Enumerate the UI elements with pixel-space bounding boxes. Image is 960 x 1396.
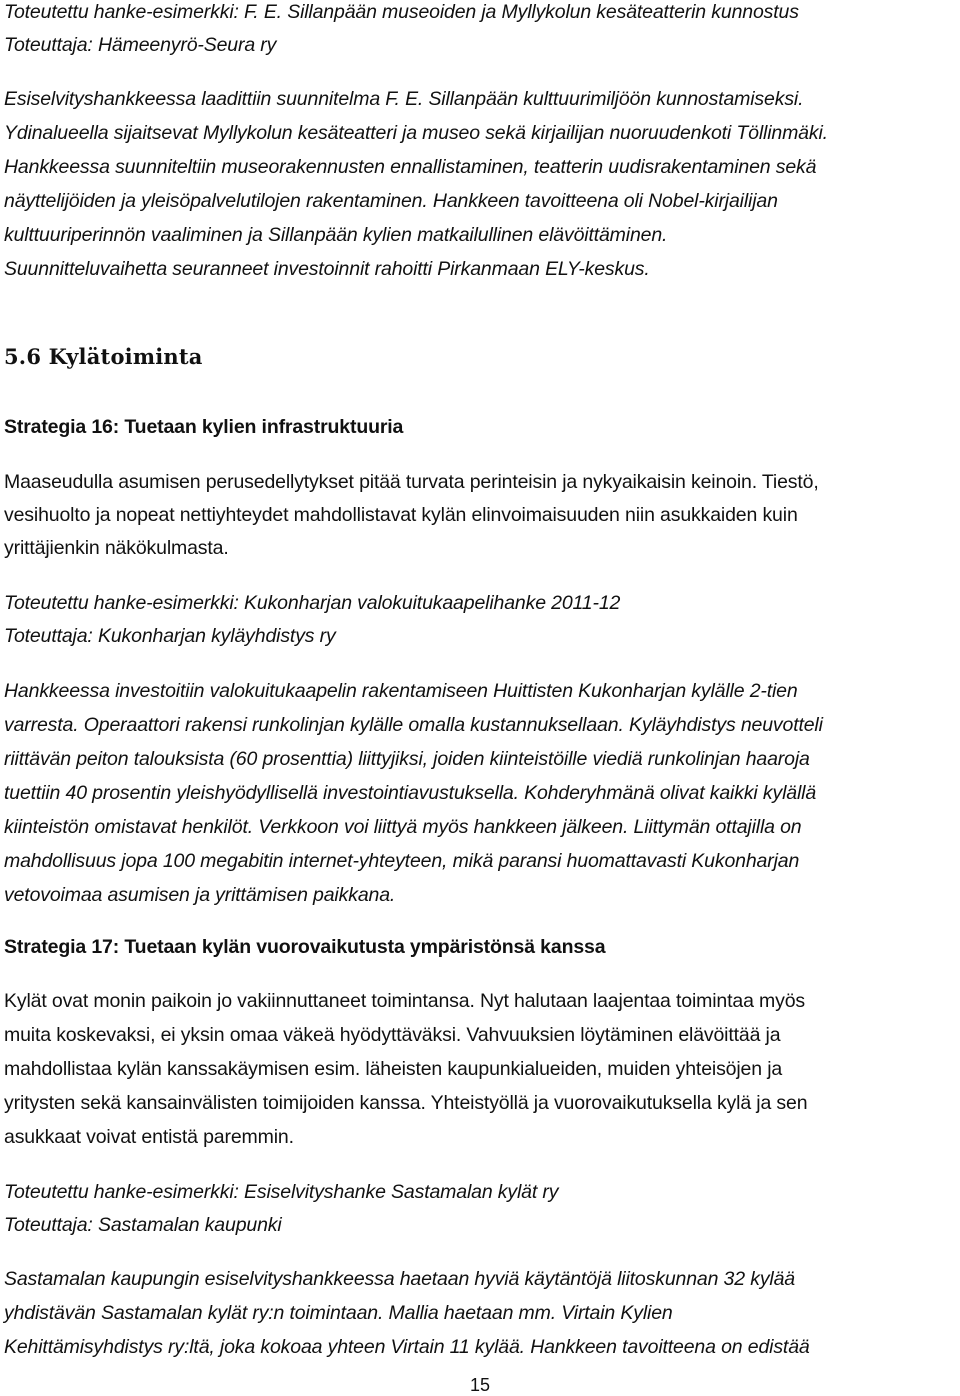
- strategy-title: Strategia 17: Tuetaan kylän vuorovaikutusta ympäristönsä kanssa: [4, 936, 606, 958]
- body-line: Sastamalan kaupungin esiselvityshankkeessa haetaan hyviä käytäntöjä liitoskunnan 32 kylää: [4, 1268, 795, 1290]
- page-number: 15: [469, 1375, 491, 1395]
- body-line: mahdollisuus jopa 100 megabitin internet-yhteyteen, mikä paransi huomattavasti Kukonharjan: [4, 850, 800, 872]
- body-line: Kylät ovat monin paikoin jo vakiinnuttaneet toimintansa. Nyt halutaan laajentaa toimintaa myös: [4, 990, 806, 1012]
- strategy-title: Strategia 16: Tuetaan kylien infrastruktuuria: [4, 416, 404, 438]
- body-line: Hankkeessa investoitiin valokuitukaapelin rakentamiseen Huittisten Kukonharjan kylälle 2-tien: [4, 680, 798, 702]
- body-line: riittävän peiton talouksista (60 prosenttia) liittyjiksi, joiden kiinteistöille viediä runkolinjan haaroja: [4, 748, 810, 770]
- body-line: Maaseudulla asumisen perusedellytykset pitää turvata perinteisin ja nykyaikaisin keinoin. Tiestö,: [4, 471, 819, 493]
- example-title-line: Toteutettu hanke-esimerkki: Esiselvityshanke Sastamalan kylät ry: [4, 1181, 559, 1203]
- body-line: muita koskevaksi, ei yksin omaa väkeä hyödyttäväksi. Vahvuuksien löytäminen elävöittää ja: [4, 1024, 781, 1046]
- body-line: vesihuolto ja nopeat nettiyhteydet mahdollistavat kylän elinvoimaisuuden niin asukkaiden kuin: [4, 504, 798, 526]
- section-heading: 5.6 Kylätoiminta: [4, 344, 203, 369]
- example-author-line: Toteuttaja: Hämeenyrö-Seura ry: [4, 34, 277, 56]
- example-title-line: Toteutettu hanke-esimerkki: F. E. Sillanpään museoiden ja Myllykolun kesäteatterin kunnostus: [4, 1, 799, 23]
- body-line: kulttuuriperinnön vaaliminen ja Sillanpään kylien matkailullinen elävöittäminen.: [4, 224, 668, 246]
- example-author-line: Toteuttaja: Sastamalan kaupunki: [4, 1214, 282, 1236]
- example-title-line: Toteutettu hanke-esimerkki: Kukonharjan valokuitukaapelihanke 2011-12: [4, 592, 621, 614]
- body-line: tuettiin 40 prosentin yleishyödyllisellä investointiavustuksella. Kohderyhmänä olivat kaikki kylällä: [4, 782, 817, 804]
- body-line: Ydinalueella sijaitsevat Myllykolun kesäteatteri ja museo sekä kirjailijan nuoruudenkoti Töllinmäki.: [4, 122, 828, 144]
- body-line: asukkaat voivat entistä paremmin.: [4, 1126, 294, 1148]
- body-line: vetovoimaa asumisen ja yrittämisen paikkana.: [4, 884, 396, 906]
- body-line: yhdistävän Sastamalan kylät ry:n toimintaan. Mallia haetaan mm. Virtain Kylien: [4, 1302, 673, 1324]
- example-author-line: Toteuttaja: Kukonharjan kyläyhdistys ry: [4, 625, 336, 647]
- body-line: Suunnitteluvaihetta seuranneet investoinnit rahoitti Pirkanmaan ELY-keskus.: [4, 258, 650, 280]
- body-line: Kehittämisyhdistys ry:ltä, joka kokoaa yhteen Virtain 11 kylää. Hankkeen tavoitteena on edistää: [4, 1336, 810, 1358]
- body-line: yritysten sekä kansainvälisten toimijoiden kanssa. Yhteistyöllä ja vuorovaikutuksella kylä ja sen: [4, 1092, 808, 1114]
- body-line: yrittäjienkin näkökulmasta.: [4, 537, 229, 559]
- body-line: Hankkeessa suunniteltiin museorakennusten ennallistaminen, teatterin uudisrakentaminen sekä: [4, 156, 817, 178]
- body-line: varresta. Operaattori rakensi runkolinjan kylälle omalla kustannuksellaan. Kyläyhdistys neuvotteli: [4, 714, 823, 736]
- body-line: Esiselvityshankkeessa laadittiin suunnitelma F. E. Sillanpään kulttuurimiljöön kunnostamiseksi.: [4, 88, 804, 110]
- body-line: kiinteistön omistavat henkilöt. Verkkoon voi liittyä myös hankkeen jälkeen. Liittymän ottajilla on: [4, 816, 802, 838]
- body-line: mahdollistaa kylän kanssakäymisen esim. läheisten kaupunkialueiden, muiden yhteisöjen ja: [4, 1058, 783, 1080]
- body-line: näyttelijöiden ja yleisöpalvelutilojen rakentaminen. Hankkeen tavoitteena oli Nobel-kirjailijan: [4, 190, 778, 212]
